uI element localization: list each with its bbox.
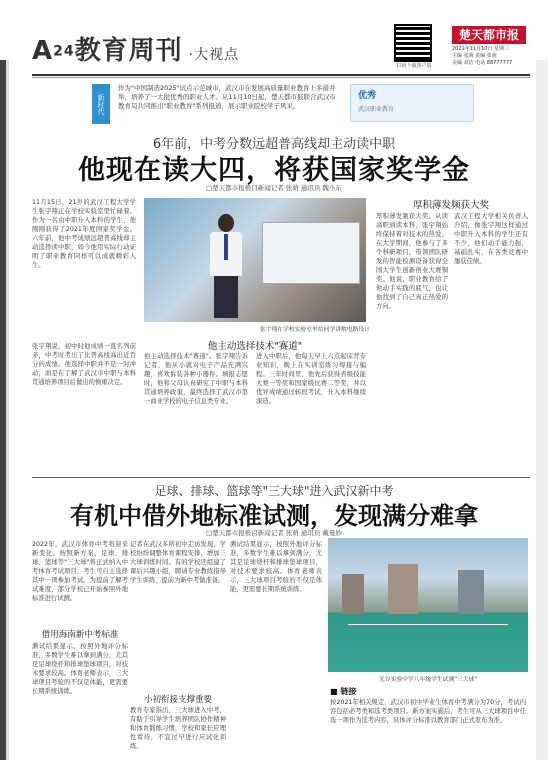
article2-headline[interactable]: 有机中借外地标准试测，发现满分难拿 [70,502,478,530]
section-header [32,30,239,67]
article2-link-text: 按2021年相关规定，武汉市初中毕业生体育中考满分为70分，考试内容包括必考类和选考类项目。新方案实施后，考生可从三大球项目中任选一项作为选考内容，具体评分标准以教育部门正式发布为准。 [330,699,526,724]
article2-column-1: 2022年，武汉市体育中考将迎来新变化。按照新方案，足球、排球、篮球等"三大球"将正式纳入中考体育考试项目，考生可自主选择其中一项参加考试。为提前了解考试难度，部分学校已开始参照外地标准进行试测。 [32,541,128,602]
article2-kicker: 足球、排球、篮球等"三大球"进入武汉新中考 [154,484,394,498]
issue-editor: 主编 张萌 责编 张萌 [452,53,497,59]
promo-subtitle: 武汉职业教育 [358,106,395,113]
projection-screen [262,222,360,284]
article2-subhead-d: 小初衔接支撑重要 [143,695,212,705]
article1-subhead-b: 厚积薄发频获大奖 [412,200,489,211]
qr-caption: 扫码下载客户端 [396,63,432,69]
newspaper-logo: 楚天都市报 [452,26,526,44]
article1-photo-caption: 张宇翔在学校实验室里给同学讲解电路设计 [259,327,370,333]
article2-column-2: 记者在武汉多所初中走访发现，学校纷纷调整体育课程安排，增加三大球训练时间。有的学校还组建了课后兴趣小组，聘请专业教练指导学生训练，提前为新中考做准备。 [130,541,226,584]
subsection-name: ·大视点 [188,47,240,63]
section-letter: A [32,36,54,66]
article2-byline: □楚天都市报极目新闻记者 张萌 通讯员 戴曼妙 [206,529,342,537]
article2-column-1b: 测试结果显示，按照外地评分标准，多数学生难以拿到满分，尤其是足球绕杆和排球垫球项目，对技术要求较高。体育老师表示，三大球项目考验的不仅是体能，更需要长期系统训练。 [32,643,128,695]
article1-subhead-a: 他主动选择技术"赛道" [207,341,303,352]
article2-photo [328,538,528,672]
section-name: 教育周刊 [74,36,183,66]
article1-headline[interactable]: 他现在读大四，将获国家奖学金 [78,155,470,186]
issue-info [452,46,532,67]
student-figure [208,214,244,318]
series-tag: 新时代 [92,84,110,124]
article1-column-5: 武汉工程大学相关负责人介绍，像张宇翔这样通过中职升入本科的学生还有不少，他们动手能力强，基础扎实，在各类竞赛中屡获佳绩。 [454,213,528,265]
promo-title: 优秀 [358,91,377,101]
article1-kicker: 6年前，中考分数远超普高线却主动读中职 [152,137,396,152]
qr-code-icon[interactable] [396,26,430,60]
article2-photo-caption: 光谷实验中学八年级学生试测"三大球" [378,677,478,683]
issue-contact: 美编 刘洁 电话 88777777 [452,60,513,66]
article2-column-2b: 教育专家指出，三大球进入中考，有助于引导学生培养团队协作精神和体育锻炼习惯，学校和家长应理性看待，不宜过早进行应试化训练。 [130,707,226,750]
article1-column-4: 厚积薄发频获大奖。从读高职到读本科，张宇翔始终保持着对技术的热爱。在大学期间，他参与了多个科研项目，带领团队研发的智能检测设备获得全国大学生创新创业大赛铜奖。他说，职业教育给了他动手实践的底气，也让他找到了自己真正热爱的方向。 [376,213,448,310]
header-rule-thin [32,77,530,78]
article2-subhead-c: 借用海南新中考标准 [41,630,119,640]
issue-date: 2021年11月10日 星期三 [452,46,510,52]
page-number: 24 [53,43,75,60]
series-intro: 作为"中国制造2025"试点示范城市，武汉市在发展高质量职业教育上多措并举，培养了一大批优秀的职业人才。从11月10日起，楚天都市报联合武汉市教育局共同推出"职业教育"系列报道，展示职业院校学子风采。 [118,84,337,110]
article2-link-label: ■ 链接 [330,687,357,696]
article1-column-1b: 张宇翔说，初中时他成绩一直名列前茅，中考时考出了比普高线高出近百分的成绩。他选择中职并不是一时冲动，而是在了解了武汉市中职与本科贯通培养项目后做出的慎重决定。 [32,343,136,386]
article1-column-2: 他主动选择技术"赛道"。张宇翔告诉记者，他从小就对电子产品充满兴趣，喜欢拆装各种小器件。填报志愿时，他和父母认真研究了中职与本科贯通培养政策，最终选择了武汉市第一商业学校的电子信息类专业。 [144,353,248,405]
section-divider [32,477,530,478]
article1-column-1: 11月15日，21岁的武汉工程大学学生张宇翔正在学校实验室里忙碌着。作为一名由中职升入本科的学生，他刚刚获得了2021年度国家奖学金。六年前，他中考成绩远超普高线却主动选择读中职，如今他用实际行动证明了职业教育同样可以成就精彩人生。 [32,199,136,269]
article1-column-3: 进入中职后，他每天早上六点起床背专业知识，晚上在实训室练习焊接与编程。三年时间里，他先后获得省级技能大赛一等奖和国家级比赛二等奖，并以优异成绩通过转段考试，升入本科继续深造。 [256,353,366,405]
article1-byline: □楚天都市报极目新闻记者 张萌 通讯员 魏小东 [206,184,342,192]
header-rule [32,74,530,76]
article2-column-3: 测试结果显示，按照外地评分标准，多数学生难以拿到满分，尤其是足球绕杆和排球垫球项目，对技术要求较高。体育老师表示，三大球项目考验的不仅是体能，更需要长期系统训练。 [230,541,322,593]
